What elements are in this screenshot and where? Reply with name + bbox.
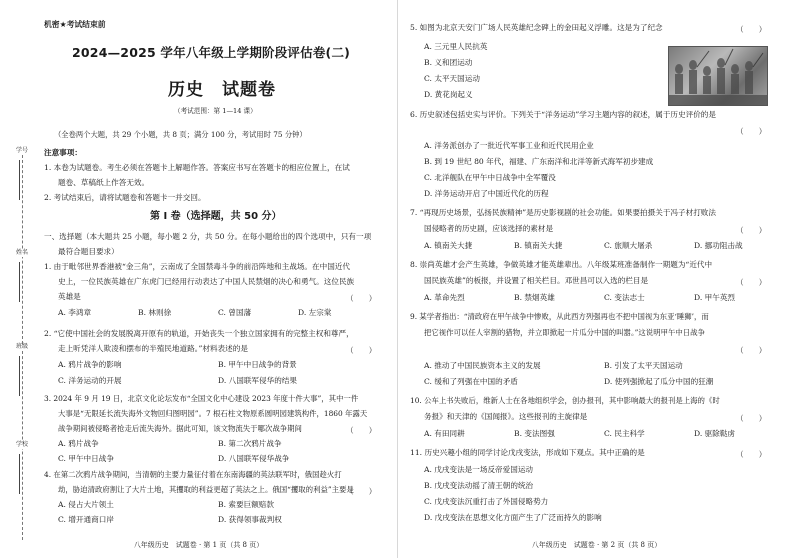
question-8-answer-paren: （ ） xyxy=(736,278,767,287)
question-7-answer-paren: （ ） xyxy=(736,226,767,235)
question-9-text: 把它视作可以任人宰割的猎物，并立即掀起一片瓜分中国的叫嚣。”这说明甲午中日战争 xyxy=(424,328,705,337)
question-11-option-c[interactable]: C. 戊戌变法沉重打击了外国侵略势力 xyxy=(424,497,549,506)
question-10-option-c[interactable]: C. 民主科学 xyxy=(604,429,645,438)
student-id-blank xyxy=(19,160,26,200)
name-blank xyxy=(19,262,26,302)
question-1-option-a[interactable]: A. 李鸿章 xyxy=(58,308,92,317)
question-3-option-a[interactable]: A. 鸦片战争 xyxy=(58,439,99,448)
question-2-option-a[interactable]: A. 鸦片战争的影响 xyxy=(58,360,122,369)
question-9-text: 9. 某学者指出：“清政府在甲午战争中惨败，从此西方列强再也不把中国视为东亚‘睡狮’，而 xyxy=(410,312,709,321)
binding-label-name: 姓名 xyxy=(15,249,28,256)
question-10-option-d[interactable]: D. 驱除鞑虏 xyxy=(694,429,736,438)
jintian-uprising-relief-image xyxy=(668,46,768,106)
question-1-answer-paren: （ ） xyxy=(346,294,377,303)
question-1-text: 1. 由于毗邻世界香港被“金三角”，云南成了全国禁毒斗争的前沿阵地和主战场。在中国近代 xyxy=(44,262,350,271)
question-4-text: 4. 在第二次鸦片战争期间，当清朝的主要力量征付着在东南海疆的英法联军时，俄国趁火打 xyxy=(44,470,342,479)
class-blank xyxy=(19,356,26,396)
note-line: 1. 本卷为试题卷。考生必须在答题卡上解题作答。答案应书写在答题卡的相应位置上，在试 xyxy=(44,163,350,172)
question-11-text: 11. 历史兴趣小组的同学讨论戊戌变法，形成如下观点。其中正确的是 xyxy=(410,448,645,457)
question-8-option-d[interactable]: D. 甲午英烈 xyxy=(694,293,736,302)
question-5-option-b[interactable]: B. 义和团运动 xyxy=(424,58,473,67)
question-7-option-b[interactable]: B. 镇南关大捷 xyxy=(514,241,563,250)
question-4-option-c[interactable]: C. 增开通商口岸 xyxy=(58,515,114,524)
question-11-answer-paren: （ ） xyxy=(736,450,767,459)
question-3-text: 战争期间被侵略者抢走后流失海外。据此可知，该文物流失于哪次战争期间 xyxy=(58,424,302,433)
question-9-option-a[interactable]: A. 推动了中国民族资本主义的发展 xyxy=(424,361,541,370)
question-2-option-d[interactable]: D. 八国联军侵华的结果 xyxy=(218,376,297,385)
notes-heading: 注意事项： xyxy=(44,148,82,157)
question-4-option-d[interactable]: D. 获得领事裁判权 xyxy=(218,515,282,524)
note-line: 2. 考试结束后，请将试题卷和答题卡一并交回。 xyxy=(44,193,206,202)
question-7-option-a[interactable]: A. 镇南关大捷 xyxy=(424,241,473,250)
question-10-option-a[interactable]: A. 有田同耕 xyxy=(424,429,465,438)
question-3-text: 3. 2024 年 9 月 19 日，北京文化论坛发布“全国文化中心建设 2023 年度十件大事”，其中一件 xyxy=(44,394,359,403)
question-4-text: 劫，胁迫清政府割让了大片土地，其攫取的利益更超了英法之上。俄国“攫取的利益”主要是 xyxy=(58,485,354,494)
question-9-answer-paren: （ ） xyxy=(736,346,767,355)
question-3-option-d[interactable]: D. 八国联军侵华战争 xyxy=(218,454,290,463)
page-2-footer: 八年级历史 试题卷 · 第 2 页（共 8 页） xyxy=(531,541,662,549)
question-3-text: 大事是“无限延长流失海外文物回归图明园”。7 根石柱文物原系圆明园建筑构件，1860 年露天 xyxy=(58,409,368,418)
question-7-option-c[interactable]: C. 旅顺大屠杀 xyxy=(604,241,653,250)
note-line: 题卷、草稿纸上作答无效。 xyxy=(58,178,150,187)
question-2-option-b[interactable]: B. 甲午中日战争的背景 xyxy=(218,360,297,369)
question-1-text: 史上，一位民族英雄在广东虎门已经用行动表达了中国人民禁烟的决心和勇气。这位民族 xyxy=(58,277,355,286)
question-8-option-a[interactable]: A. 革命先烈 xyxy=(424,293,465,302)
question-6-text: 6. 历史叙述包括史实与评价。下列关于“洋务运动”学习主题内容的叙述，属于历史评价的是 xyxy=(410,110,716,119)
exam-info: （全卷两个大题，共 29 个小题，共 8 页；满分 100 分，考试用时 75 分钟） xyxy=(54,130,307,139)
question-5-text: 5. 如图为北京天安门广场人民英雄纪念碑上的金田起义浮雕。这是为了纪念 xyxy=(410,23,663,32)
binding-label-class: 班级 xyxy=(15,343,28,350)
question-5-option-a[interactable]: A. 三元里人民抗英 xyxy=(424,42,488,51)
question-2-answer-paren: （ ） xyxy=(346,346,377,355)
question-8-text: 国民族英雄”的板报，并设置了相关栏目。邓世昌可以入选的栏目是 xyxy=(424,276,649,285)
question-6-answer-paren: （ ） xyxy=(736,127,767,136)
mc-instructions: 最符合题目要求） xyxy=(58,247,119,256)
question-7-text: 国侵略者的历史剧，应该选择的素材是 xyxy=(424,224,554,233)
question-4-answer-paren: （ ） xyxy=(346,487,377,496)
binding-label-student-id: 学号 xyxy=(15,147,28,154)
question-6-option-d[interactable]: D. 洋务运动开启了中国近代化的历程 xyxy=(424,189,549,198)
question-9-option-d[interactable]: D. 使列强掀起了瓜分中国的狂潮 xyxy=(604,377,714,386)
question-2-text: 2. “它使中国社会的发展脱离开原有的轨道，开始丧失一个独立国家拥有的完整主权和尊严， xyxy=(44,329,354,338)
question-11-option-d[interactable]: D. 戊戌变法在思想文化方面产生了广泛而持久的影响 xyxy=(424,513,602,522)
question-2-text: 走上听凭洋人欺凌和摆布的半殖民地道路。”材料表述的是 xyxy=(58,344,248,353)
question-3-option-c[interactable]: C. 甲午中日战争 xyxy=(58,454,114,463)
question-10-text: 务报》和天津的《国闻报》。这些报刊的主旋律是 xyxy=(424,412,588,421)
question-1-option-c[interactable]: C. 曾国藩 xyxy=(218,308,252,317)
question-10-text: 10. 公车上书失败后，维新人士在各地组织学会，创办报刊，其中影响最大的报刊是上海的《时 xyxy=(410,396,720,405)
question-5-answer-paren: （ ） xyxy=(736,25,767,34)
question-8-text: 8. 崇尚英雄才会产生英雄，争做英雄才能英雄辈出。八年级某班准备制作一期题为“近代中 xyxy=(410,260,713,269)
question-10-answer-paren: （ ） xyxy=(736,414,767,423)
exam-scope: （考试范围：第 1—14 课） xyxy=(174,107,257,115)
question-4-option-b[interactable]: B. 索要巨额赔款 xyxy=(218,500,274,509)
question-8-option-b[interactable]: B. 禁烟英雄 xyxy=(514,293,555,302)
exam-page-2 xyxy=(397,0,794,558)
question-7-option-d[interactable]: D. 挪功阻击战 xyxy=(694,241,743,250)
question-4-option-a[interactable]: A. 侵占大片领土 xyxy=(58,500,114,509)
exam-title: 2024—2025 学年八年级上学期阶段评估卷(二) xyxy=(72,45,351,60)
question-9-option-b[interactable]: B. 引发了太平天国运动 xyxy=(604,361,683,370)
mc-instructions: 一、选择题（本大题共 25 小题，每小题 2 分，共 50 分。在每小题给出的四个选项中，只有一项 xyxy=(44,232,372,241)
section-1-title: 第 Ⅰ 卷（选择题，共 50 分） xyxy=(150,211,282,222)
school-blank xyxy=(19,454,26,494)
question-3-option-b[interactable]: B. 第二次鸦片战争 xyxy=(218,439,282,448)
question-1-option-b[interactable]: B. 林则徐 xyxy=(138,308,172,317)
question-10-option-b[interactable]: B. 变法图强 xyxy=(514,429,555,438)
question-6-option-b[interactable]: B. 到 19 世纪 80 年代，福建、广东南洋和北洋等新式海军初步建成 xyxy=(424,157,654,166)
question-7-text: 7. “再现历史场景，弘扬民族精神”是历史影视剧的社会功能。如果要拍摄关于冯子材打败法 xyxy=(410,208,716,217)
question-6-option-a[interactable]: A. 洋务派创办了一批近代军事工业和近代民用企业 xyxy=(424,141,594,150)
page-1-footer: 八年级历史 试题卷 · 第 1 页（共 8 页） xyxy=(133,541,264,549)
binding-margin xyxy=(0,0,44,558)
question-6-option-c[interactable]: C. 北洋舰队在甲午中日战争中全军覆没 xyxy=(424,173,556,182)
question-5-option-d[interactable]: D. 黄花岗起义 xyxy=(424,90,473,99)
question-1-text: 英雄是 xyxy=(58,292,81,301)
question-11-option-a[interactable]: A. 戊戌变法是一场反帝爱国运动 xyxy=(424,465,534,474)
question-2-option-c[interactable]: C. 洋务运动的开展 xyxy=(58,376,122,385)
question-11-option-b[interactable]: B. 戊戌变法动摇了清王朝的统治 xyxy=(424,481,534,490)
binding-label-school: 学校 xyxy=(15,441,28,448)
confidential-label: 机密★考试结束前 xyxy=(44,20,106,29)
question-1-option-d[interactable]: D. 左宗棠 xyxy=(298,308,332,317)
question-9-option-c[interactable]: C. 缓和了列强在中国的矛盾 xyxy=(424,377,518,386)
question-5-option-c[interactable]: C. 太平天国运动 xyxy=(424,74,480,83)
question-3-answer-paren: （ ） xyxy=(346,426,377,435)
question-8-option-c[interactable]: C. 变法志士 xyxy=(604,293,645,302)
subject-title: 历史 试题卷 xyxy=(168,80,276,100)
